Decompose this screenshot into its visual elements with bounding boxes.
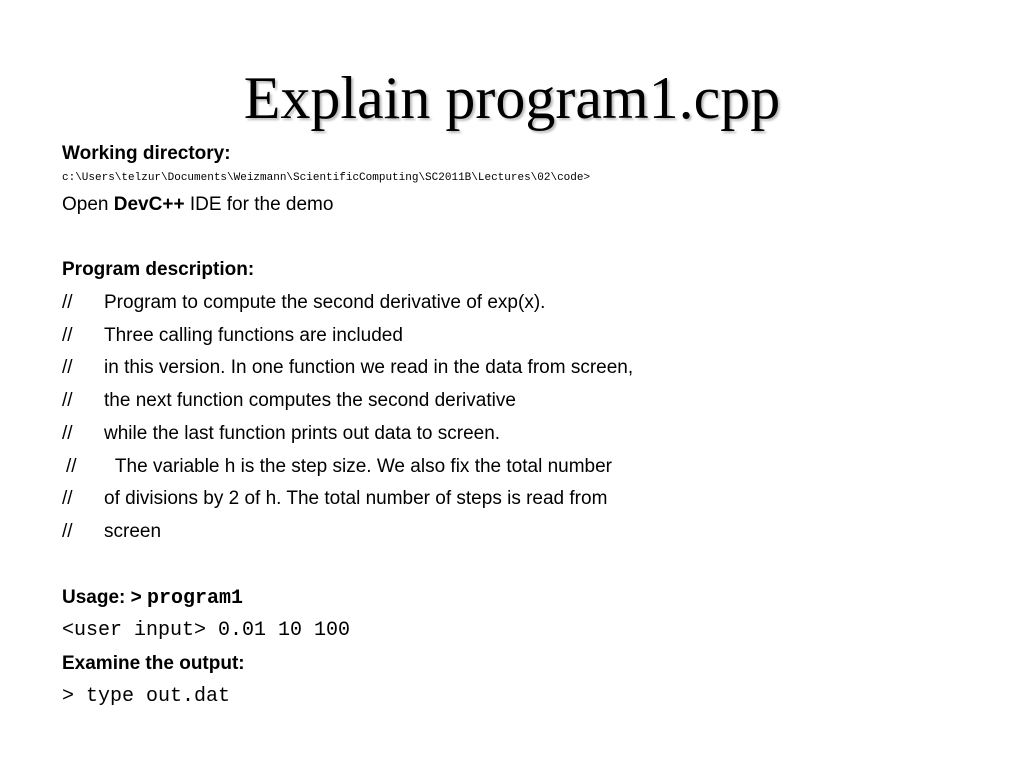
description-text: Program to compute the second derivative of exp(x).	[104, 292, 546, 313]
open-ide-line	[62, 193, 333, 217]
program-description-label: Program description:	[62, 259, 255, 280]
usage-line	[62, 586, 243, 611]
comment-marker: //	[62, 357, 73, 378]
comment-marker: //	[62, 292, 73, 313]
comment-marker: //	[62, 390, 73, 411]
description-line-3	[62, 356, 633, 380]
description-text: screen	[104, 521, 162, 542]
description-line-2	[62, 324, 403, 348]
examine-output-label: Examine the output:	[62, 653, 245, 674]
usage-label: Usage: >	[62, 587, 148, 608]
comment-marker: //	[62, 325, 73, 346]
description-text: The variable h is the step size. We also fix the total number	[110, 456, 612, 477]
comment-marker: //	[62, 423, 73, 444]
description-line-6	[62, 455, 612, 479]
comment-marker: //	[62, 488, 73, 509]
examine-output-command: > type out.dat	[62, 685, 231, 708]
ide-name: DevC++	[113, 194, 185, 215]
slide-title: Explain program1.cpp	[243, 65, 781, 131]
working-directory-label: Working directory:	[62, 143, 231, 164]
description-text: in this version. In one function we read in the data from screen,	[104, 357, 634, 378]
open-suffix: IDE for the demo	[184, 194, 334, 215]
description-text: the next function computes the second derivative	[104, 390, 516, 411]
working-directory-path: c:\Users\telzur\Documents\Weizmann\ScientificComputing\SC2011B\Lectures\02\code>	[62, 172, 591, 184]
description-line-1	[62, 291, 545, 315]
description-text: Three calling functions are included	[104, 325, 403, 346]
description-text: of divisions by 2 of h. The total number of steps is read from	[104, 488, 608, 509]
comment-marker: //	[62, 521, 73, 542]
usage-command: program1	[147, 587, 244, 610]
description-line-7	[62, 487, 607, 511]
comment-marker: //	[66, 456, 77, 477]
description-line-4	[62, 389, 516, 413]
description-line-5	[62, 422, 500, 446]
open-prefix: Open	[62, 194, 114, 215]
description-text: while the last function prints out data to screen.	[104, 423, 501, 444]
user-input-line: <user input> 0.01 10 100	[62, 619, 351, 642]
description-line-8	[62, 520, 161, 544]
